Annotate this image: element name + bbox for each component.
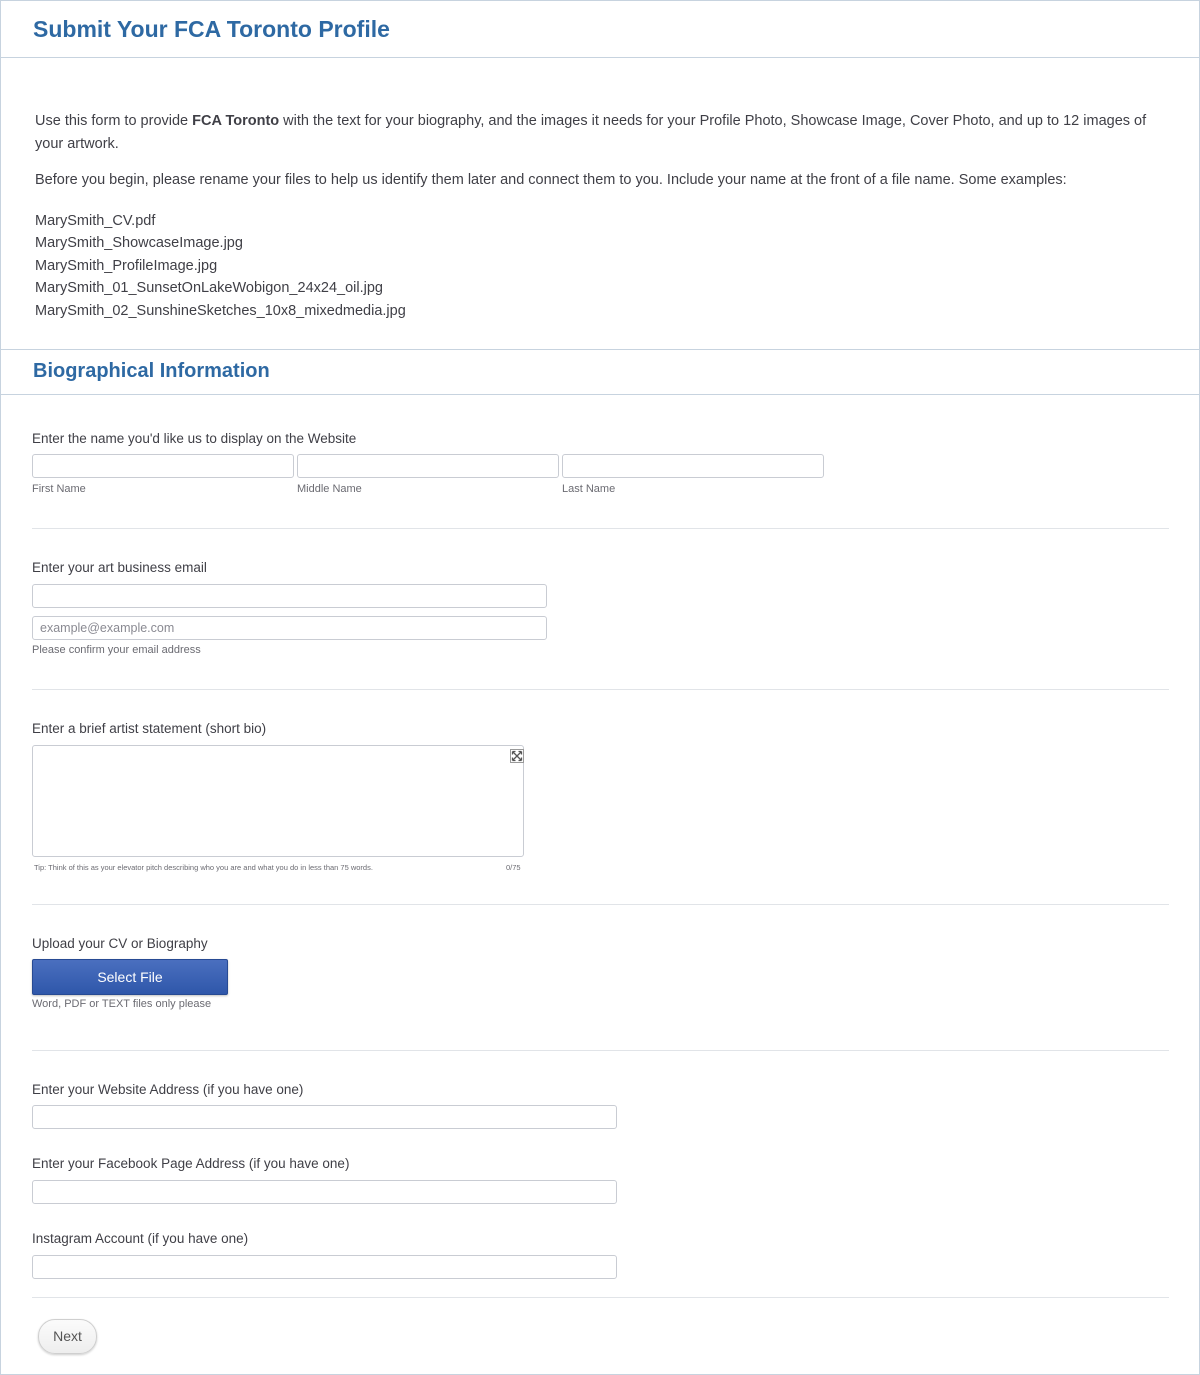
- instagram-input[interactable]: [32, 1255, 617, 1279]
- bio-tip: Tip: Think of this as your elevator pitch describing who you are and what you do in less than 75 words.: [34, 863, 373, 872]
- bio-word-counter: 0/75: [506, 863, 521, 872]
- intro-paragraph: [35, 110, 1165, 155]
- last-name-input[interactable]: [562, 454, 824, 478]
- facebook-label: Enter your Facebook Page Address (if you have one): [32, 1156, 350, 1171]
- filename-example: MarySmith_ShowcaseImage.jpg: [35, 235, 243, 251]
- field-divider: [32, 528, 1169, 529]
- facebook-input[interactable]: [32, 1180, 617, 1204]
- field-divider: [32, 689, 1169, 690]
- form-header: [1, 1, 1199, 58]
- email-input[interactable]: [32, 584, 547, 608]
- email-label: Enter your art business email: [32, 560, 207, 575]
- intro-section: [1, 58, 1199, 350]
- name-label: Enter the name you'd like us to display on the Website: [32, 431, 357, 446]
- first-name-sublabel: First Name: [32, 483, 86, 495]
- intro-instructions: Before you begin, please rename your files to help us identify them later and connect them to you. Include your name at the front of a file name. Some examples:: [35, 172, 1067, 188]
- field-divider: [32, 1297, 1169, 1298]
- bio-label: Enter a brief artist statement (short bio): [32, 721, 267, 736]
- filename-example: MarySmith_ProfileImage.jpg: [35, 257, 218, 274]
- intro-text-start: Use this form to provide: [35, 113, 193, 129]
- filename-example: MarySmith_02_SunshineSketches_10x8_mixedmedia.jpg: [35, 302, 406, 319]
- first-name-input[interactable]: [32, 454, 294, 478]
- next-button[interactable]: Next: [38, 1319, 97, 1354]
- select-file-button[interactable]: Select File: [32, 959, 228, 995]
- email-confirm-input[interactable]: example@example.com: [32, 616, 547, 640]
- instagram-label: Instagram Account (if you have one): [32, 1231, 249, 1246]
- cv-sublabel: Word, PDF or TEXT files only please: [32, 998, 212, 1010]
- website-label: Enter your Website Address (if you have one): [32, 1082, 304, 1097]
- filename-example: MarySmith_CV.pdf: [35, 212, 156, 229]
- last-name-sublabel: Last Name: [562, 483, 616, 495]
- intro-text-end: with the text for your biography, and the images it needs for your Profile Photo, Showcase Image, Cover Photo, and up to 12 images of your artwork.: [35, 113, 1147, 152]
- middle-name-input[interactable]: [297, 454, 559, 478]
- field-divider: [32, 1050, 1169, 1051]
- section-title: Biographical Information: [33, 360, 270, 382]
- intro-org-name: FCA Toronto: [192, 113, 280, 129]
- field-divider: [32, 904, 1169, 905]
- filename-example: MarySmith_01_SunsetOnLakeWobigon_24x24_oil.jpg: [35, 280, 383, 296]
- middle-name-sublabel: Middle Name: [297, 483, 362, 495]
- website-input[interactable]: [32, 1105, 617, 1129]
- page-title: Submit Your FCA Toronto Profile: [33, 16, 390, 42]
- email-confirm-sublabel: Please confirm your email address: [32, 644, 201, 656]
- bio-textarea[interactable]: [32, 745, 524, 857]
- filename-examples: [35, 210, 1165, 323]
- bio-section-header: [1, 350, 1199, 395]
- expand-icon[interactable]: [510, 749, 524, 768]
- cv-label: Upload your CV or Biography: [32, 936, 208, 951]
